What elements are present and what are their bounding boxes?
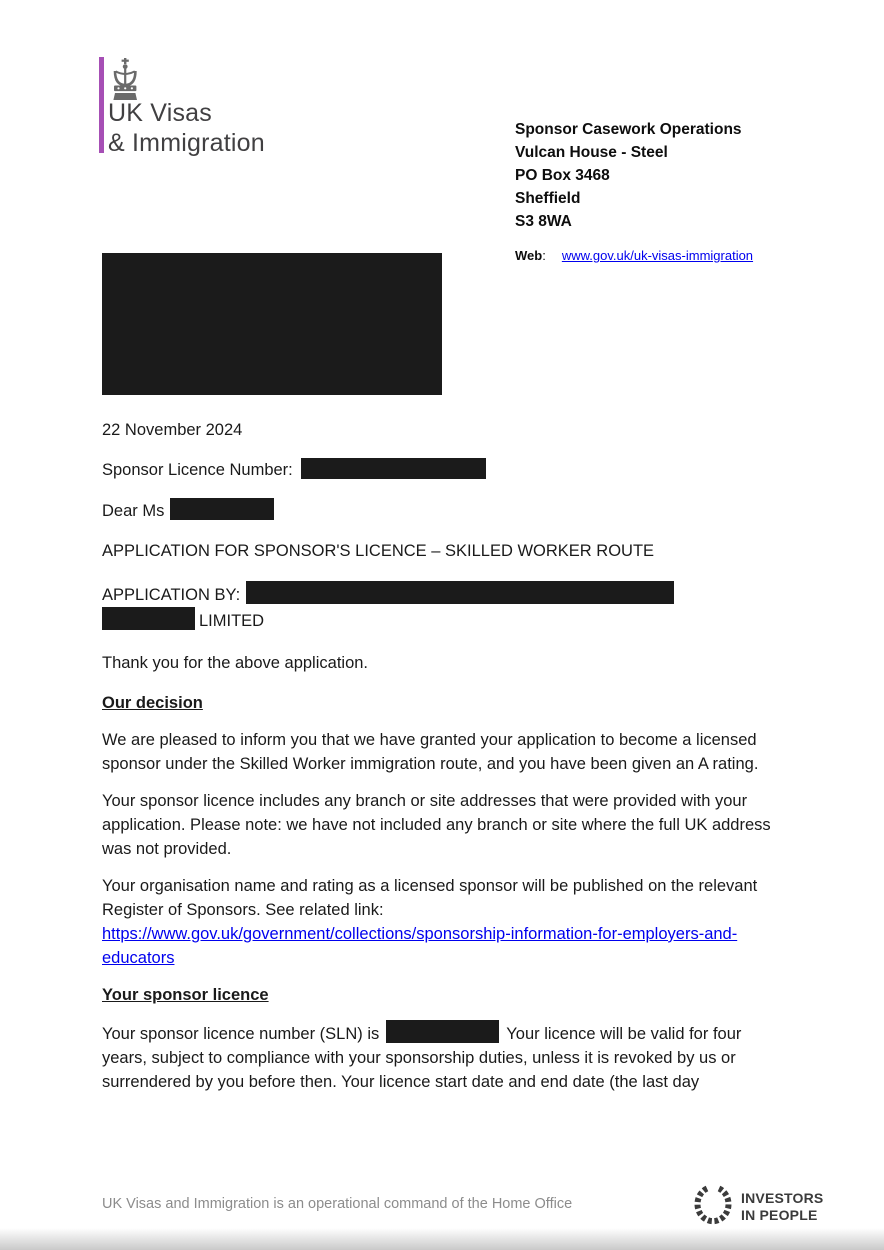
- page-bottom-edge: [0, 1228, 884, 1250]
- salutation-line: [102, 498, 780, 523]
- sender-address-line: PO Box 3468: [515, 167, 610, 184]
- redacted-sln-inline: [386, 1020, 499, 1043]
- sponsor-licence-number-line: [102, 458, 780, 482]
- web-label: Web: [515, 248, 543, 263]
- sender-address-line: S3 8WA: [515, 213, 572, 230]
- letter-body: [102, 418, 780, 1107]
- logo-wordmark: [108, 98, 265, 158]
- sender-address-line: Sheffield: [515, 190, 581, 207]
- application-by-suffix: LIMITED: [199, 612, 265, 630]
- register-paragraph-text: Your organisation name and rating as a licensed sponsor will be published on the relevant Register of Sponsors. See related link:: [102, 877, 758, 919]
- branches-paragraph: Your sponsor licence includes any branch or site addresses that were provided with your application. Please note: we have not included any branch or site where the full UK address was not provided.: [102, 792, 771, 858]
- investors-in-people-text: [741, 1190, 823, 1224]
- redacted-applicant-name: [246, 581, 674, 604]
- sender-address-line: Vulcan House - Steel: [515, 144, 668, 161]
- logo-line-1: UK Visas: [108, 99, 212, 127]
- subject-line: APPLICATION FOR SPONSOR'S LICENCE – SKILLED WORKER ROUTE: [102, 542, 655, 560]
- laurel-wreath-icon: [692, 1184, 734, 1230]
- application-by-block: [102, 581, 780, 633]
- iip-line-2: IN PEOPLE: [741, 1207, 818, 1223]
- letter-date: 22 November 2024: [102, 421, 243, 439]
- footer-disclaimer: UK Visas and Immigration is an operational command of the Home Office: [102, 1196, 573, 1212]
- register-of-sponsors-link[interactable]: https://www.gov.uk/government/collections/sponsorship-information-for-employers-and-educators: [102, 925, 738, 967]
- licence-heading: Your sponsor licence: [102, 986, 269, 1004]
- web-line: [515, 248, 753, 263]
- iip-line-1: INVESTORS: [741, 1190, 824, 1206]
- redacted-applicant-name-continued: [102, 607, 195, 630]
- sender-address-line: Sponsor Casework Operations: [515, 121, 742, 138]
- investors-in-people-logo: [692, 1184, 823, 1230]
- sponsor-licence-number-label: Sponsor Licence Number:: [102, 461, 293, 479]
- decision-heading: Our decision: [102, 694, 203, 712]
- logo-accent-bar: [99, 57, 104, 153]
- register-paragraph: [102, 874, 780, 970]
- licence-paragraph: [102, 1020, 780, 1094]
- redacted-recipient-address: [102, 253, 442, 395]
- salutation: Dear Ms: [102, 502, 165, 520]
- redacted-recipient-name: [170, 498, 274, 520]
- licence-text-after: Your licence will be valid for four years, subject to compliance with your sponsorship duties, unless it is revoked by us or surrendered by you before then. Your licence start date and end date (the last day: [102, 1025, 742, 1091]
- decision-paragraph: We are pleased to inform you that we have granted your application to become a licensed sponsor under the Skilled Worker immigration route, and you have been given an A rating.: [102, 731, 759, 773]
- redacted-sponsor-licence-number: [301, 458, 486, 479]
- thank-you-line: Thank you for the above application.: [102, 654, 369, 672]
- application-by-label: APPLICATION BY:: [102, 586, 241, 604]
- licence-text-before: Your sponsor licence number (SLN) is: [102, 1025, 380, 1043]
- web-separator: :: [542, 248, 546, 263]
- web-link[interactable]: www.gov.uk/uk-visas-immigration: [561, 248, 754, 263]
- sender-address: [515, 118, 742, 233]
- logo-line-2: & Immigration: [108, 129, 265, 157]
